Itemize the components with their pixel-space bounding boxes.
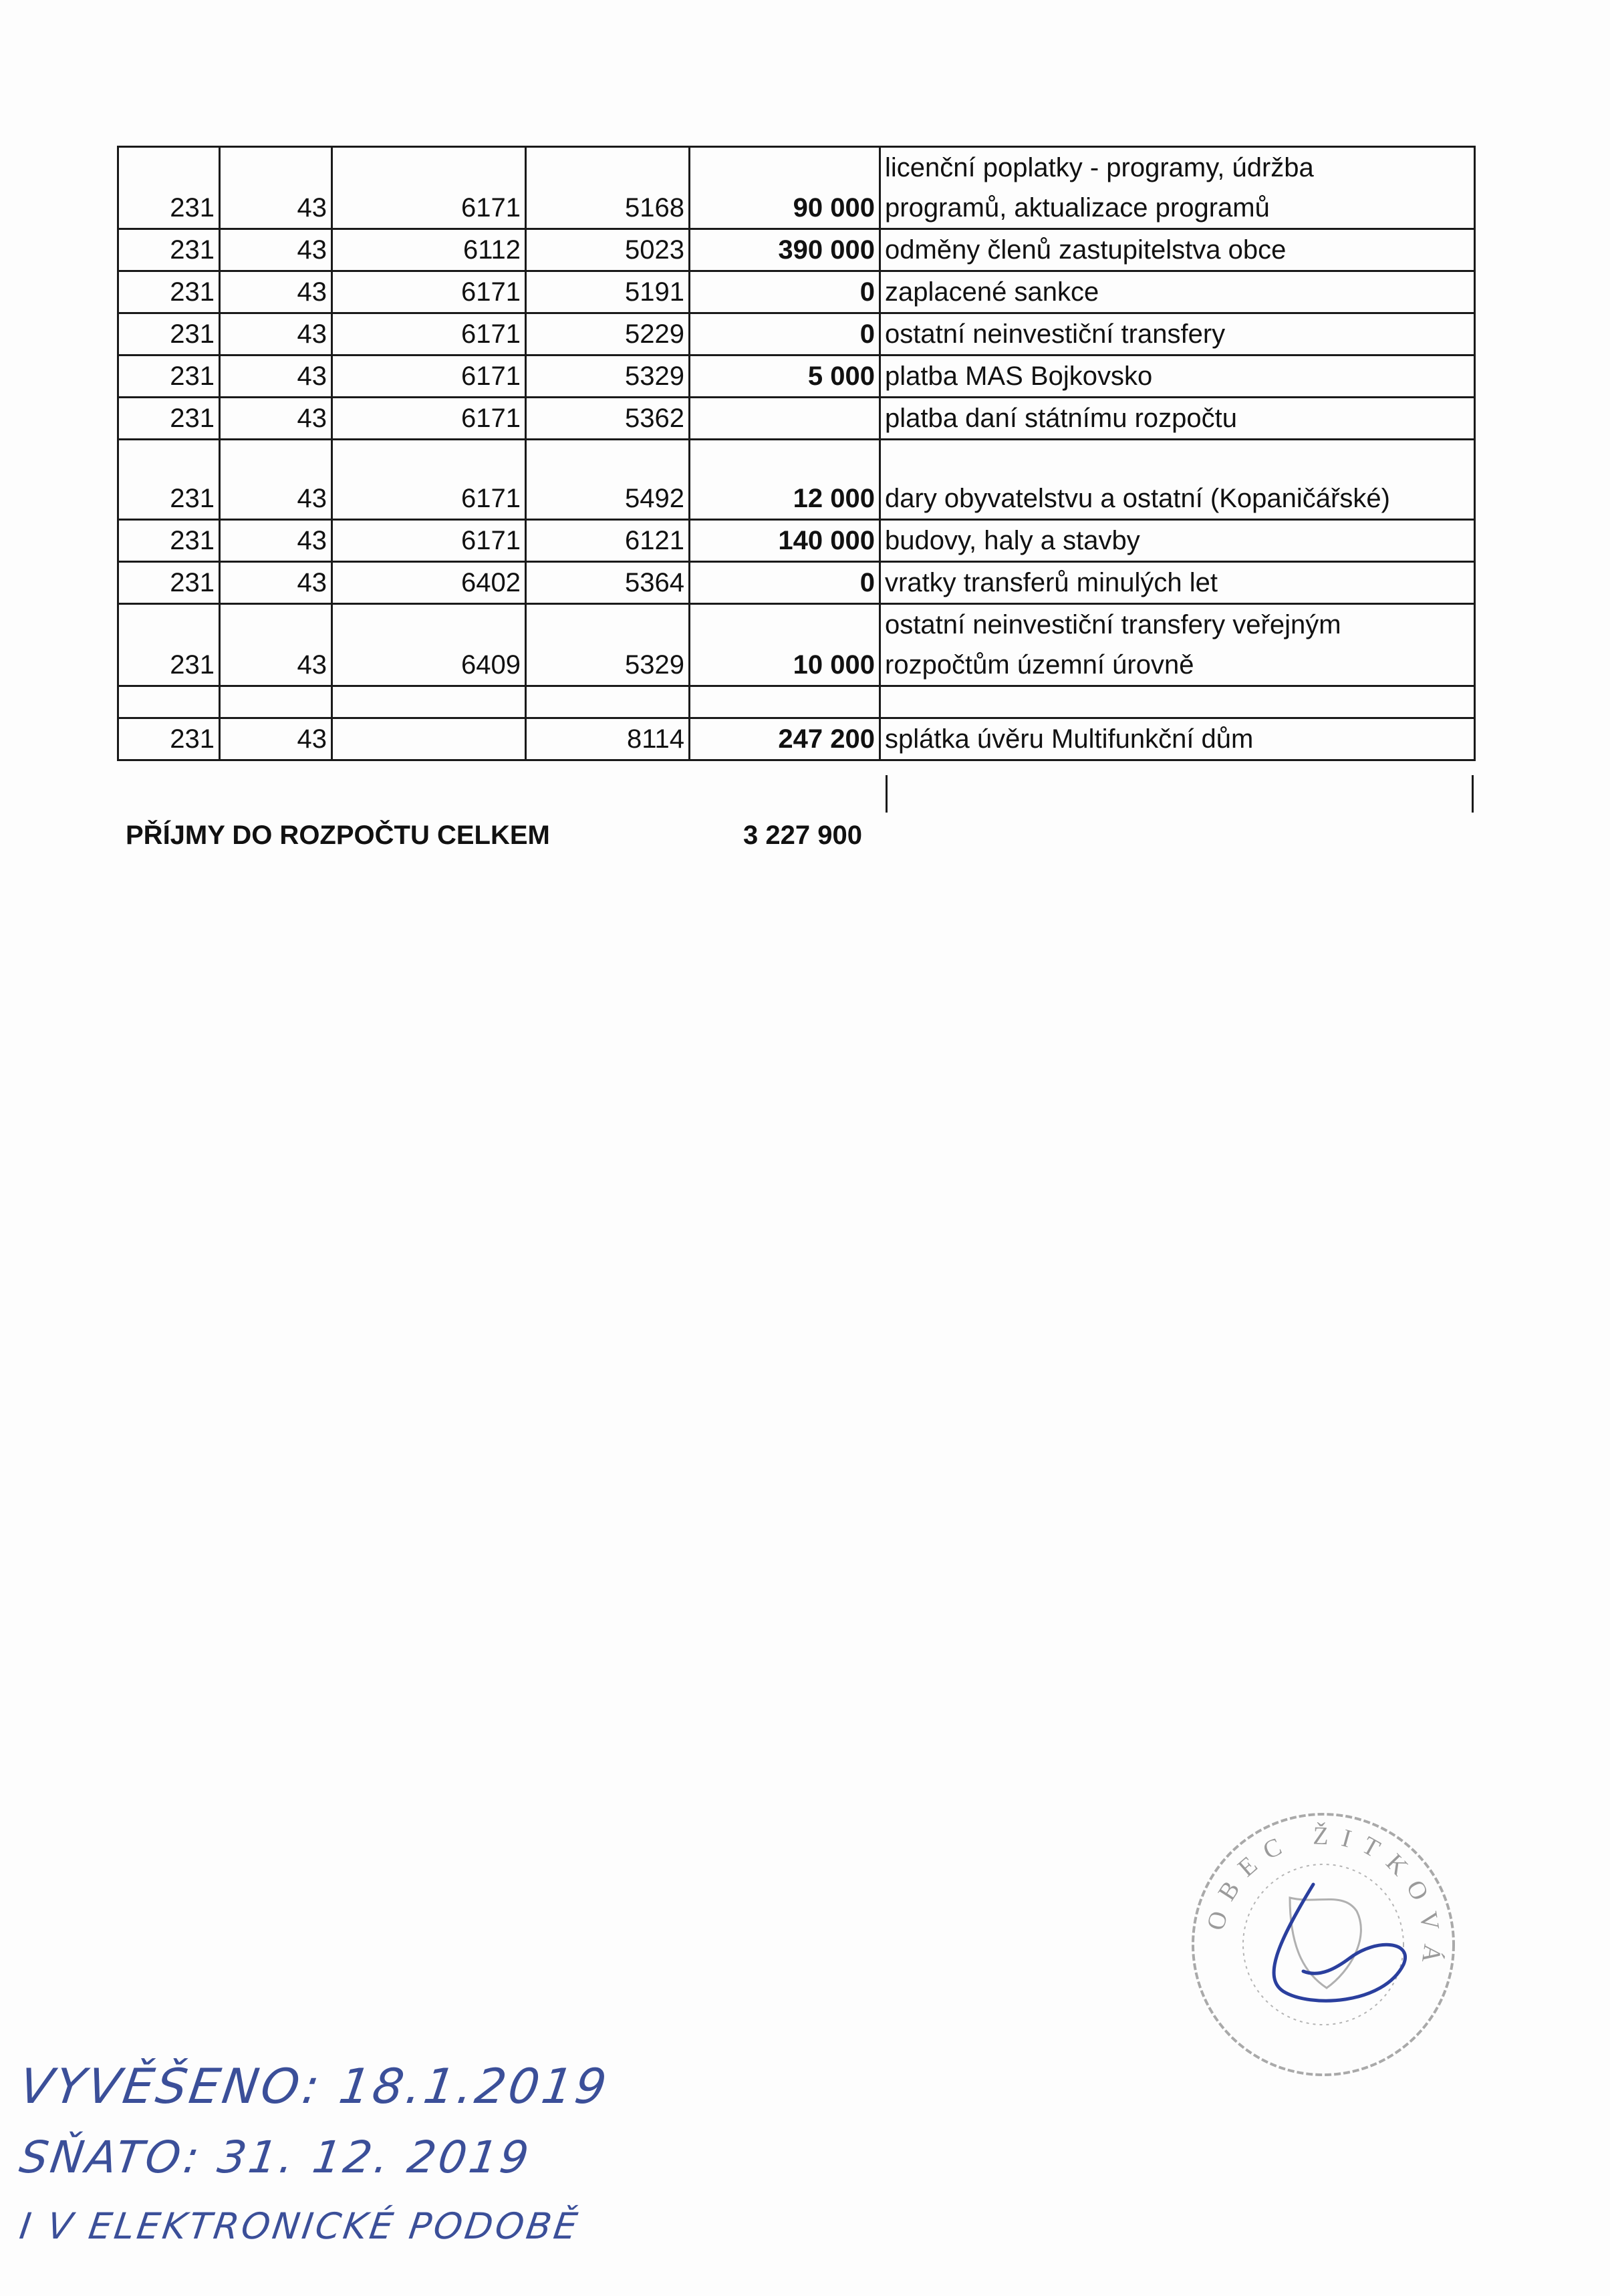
chapter-cell: 231 xyxy=(118,440,220,520)
description-line: ostatní neinvestiční transfery xyxy=(885,319,1226,349)
paragraph-cell: 6171 xyxy=(332,313,526,355)
description-line: licenční poplatky - programy, údržba xyxy=(885,153,1314,182)
organization-cell: 43 xyxy=(220,440,332,520)
organization-cell: 43 xyxy=(220,562,332,604)
amount-cell xyxy=(690,686,880,718)
paragraph-cell: 6112 xyxy=(332,229,526,271)
amount-cell: 390 000 xyxy=(690,229,880,271)
description-line: splátka úvěru Multifunkční dům xyxy=(885,724,1254,754)
item-cell: 5329 xyxy=(526,604,690,686)
description-line: programů, aktualizace programů xyxy=(885,193,1270,223)
budget-table xyxy=(117,146,1476,761)
chapter-cell: 231 xyxy=(118,271,220,313)
description-line: platba MAS Bojkovsko xyxy=(885,362,1153,391)
table-row xyxy=(118,686,1475,718)
chapter-cell: 231 xyxy=(118,229,220,271)
description-line: platba daní státnímu rozpočtu xyxy=(885,404,1237,433)
total-divider-right xyxy=(1472,775,1474,813)
amount-cell: 0 xyxy=(690,562,880,604)
description-cell xyxy=(880,562,1475,604)
paragraph-cell: 6409 xyxy=(332,604,526,686)
chapter-cell: 231 xyxy=(118,520,220,562)
description-line: dary obyvatelstvu a ostatní (Kopaničářské) xyxy=(885,484,1390,513)
description-cell xyxy=(880,440,1475,520)
description-cell xyxy=(880,520,1475,562)
item-cell: 5191 xyxy=(526,271,690,313)
table-row xyxy=(118,271,1475,313)
description-line: zaplacené sankce xyxy=(885,277,1099,307)
total-value: 3 227 900 xyxy=(743,821,862,850)
description-line: ostatní neinvestiční transfery veřejným xyxy=(885,610,1341,639)
item-cell: 5168 xyxy=(526,147,690,229)
description-cell xyxy=(880,271,1475,313)
organization-cell: 43 xyxy=(220,718,332,760)
organization-cell: 43 xyxy=(220,520,332,562)
item-cell: 6121 xyxy=(526,520,690,562)
amount-cell: 140 000 xyxy=(690,520,880,562)
amount-cell: 5 000 xyxy=(690,355,880,398)
electronic-form-note: I V ELEKTRONICKÉ PODOBĚ xyxy=(17,2205,583,2247)
description-line: odměny členů zastupitelstva obce xyxy=(885,235,1287,265)
posted-date-note: VYVĚŠENO: 18.1.2019 xyxy=(16,2058,613,2114)
amount-cell xyxy=(690,398,880,440)
table-row xyxy=(118,229,1475,271)
description-line: vratky transferů minulých let xyxy=(885,568,1218,597)
amount-cell: 0 xyxy=(690,313,880,355)
chapter-cell: 231 xyxy=(118,147,220,229)
paragraph-cell: 6171 xyxy=(332,520,526,562)
municipal-stamp xyxy=(1183,1804,1464,2085)
item-cell: 8114 xyxy=(526,718,690,760)
paragraph-cell: 6171 xyxy=(332,271,526,313)
table-row xyxy=(118,355,1475,398)
description-cell xyxy=(880,398,1475,440)
amount-cell: 247 200 xyxy=(690,718,880,760)
table-row xyxy=(118,313,1475,355)
amount-cell: 10 000 xyxy=(690,604,880,686)
chapter-cell: 231 xyxy=(118,398,220,440)
organization-cell: 43 xyxy=(220,271,332,313)
signature-mark xyxy=(1274,1884,1405,2001)
amount-cell: 0 xyxy=(690,271,880,313)
paragraph-cell: 6171 xyxy=(332,147,526,229)
organization-cell: 43 xyxy=(220,355,332,398)
description-cell xyxy=(880,313,1475,355)
table-row xyxy=(118,604,1475,686)
description-cell xyxy=(880,686,1475,718)
paragraph-cell xyxy=(332,718,526,760)
paragraph-cell: 6171 xyxy=(332,355,526,398)
total-divider-left xyxy=(886,775,888,813)
item-cell: 5023 xyxy=(526,229,690,271)
description-cell xyxy=(880,604,1475,686)
item-cell: 5362 xyxy=(526,398,690,440)
chapter-cell xyxy=(118,686,220,718)
removed-date-note: SŇATO: 31. 12. 2019 xyxy=(16,2132,535,2183)
stamp-coat-of-arms xyxy=(1290,1898,1361,1988)
table-row xyxy=(118,398,1475,440)
item-cell: 5229 xyxy=(526,313,690,355)
table-row xyxy=(118,718,1475,760)
item-cell: 5329 xyxy=(526,355,690,398)
item-cell: 5492 xyxy=(526,440,690,520)
table-row xyxy=(118,147,1475,229)
item-cell xyxy=(526,686,690,718)
amount-cell: 12 000 xyxy=(690,440,880,520)
description-cell xyxy=(880,147,1475,229)
description-cell xyxy=(880,229,1475,271)
organization-cell: 43 xyxy=(220,604,332,686)
chapter-cell: 231 xyxy=(118,604,220,686)
description-line: rozpočtům územní úrovně xyxy=(885,650,1194,680)
item-cell: 5364 xyxy=(526,562,690,604)
organization-cell: 43 xyxy=(220,229,332,271)
total-label: PŘÍJMY DO ROZPOČTU CELKEM xyxy=(126,821,550,850)
organization-cell: 43 xyxy=(220,147,332,229)
table-row xyxy=(118,440,1475,520)
table-row xyxy=(118,562,1475,604)
chapter-cell: 231 xyxy=(118,355,220,398)
organization-cell: 43 xyxy=(220,398,332,440)
table-row xyxy=(118,520,1475,562)
chapter-cell: 231 xyxy=(118,313,220,355)
description-line: budovy, haly a stavby xyxy=(885,526,1140,555)
chapter-cell: 231 xyxy=(118,562,220,604)
description-cell xyxy=(880,718,1475,760)
budget-table-body xyxy=(118,147,1475,760)
organization-cell: 43 xyxy=(220,313,332,355)
paragraph-cell: 6171 xyxy=(332,398,526,440)
paragraph-cell: 6402 xyxy=(332,562,526,604)
paragraph-cell xyxy=(332,686,526,718)
paragraph-cell: 6171 xyxy=(332,440,526,520)
description-cell xyxy=(880,355,1475,398)
chapter-cell: 231 xyxy=(118,718,220,760)
stamp-lettering: OBEC ŽITKOVÁ xyxy=(1201,1822,1447,1977)
amount-cell: 90 000 xyxy=(690,147,880,229)
organization-cell xyxy=(220,686,332,718)
stamp-outer-ring xyxy=(1193,1814,1454,2075)
